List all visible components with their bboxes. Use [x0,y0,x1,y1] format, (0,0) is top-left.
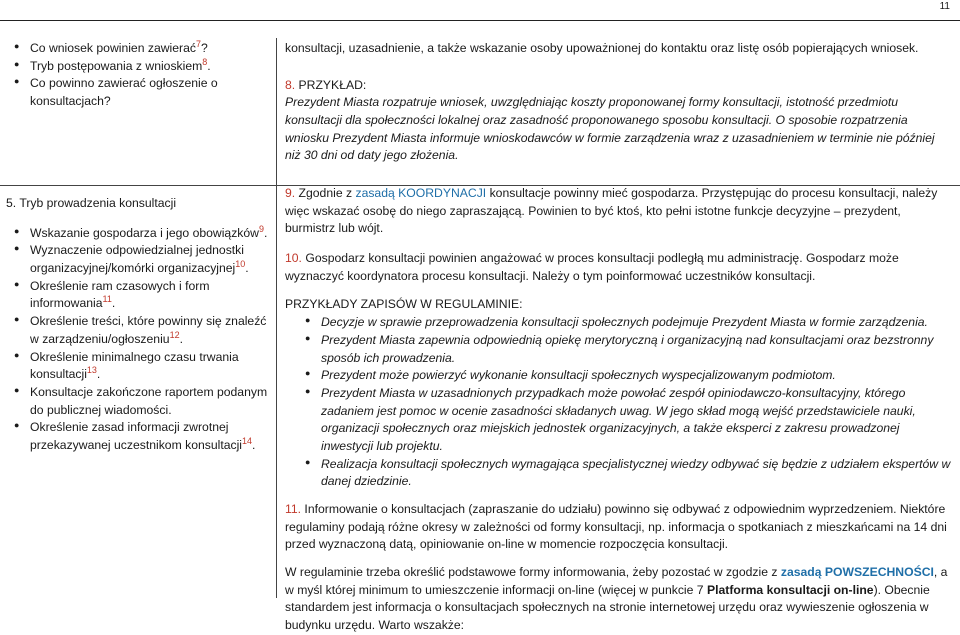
list-item-text: Prezydent Miasta zapewnia odpowiednią opiekę merytoryczną i organizacyjną nad konsultacjami oraz bezstronny sposób ich prowadzenia. [321,332,934,365]
p10-text: Gospodarz konsultacji powinien angażować w proces konsultacji podległą mu administrację. Gospodarz może wyznaczyć koordynatora procesu konsultacji. Należy o tym poinformować uczestników konsultacji. [285,251,899,283]
footnote-ref[interactable]: 14 [242,435,253,446]
p8-text: Prezydent Miasta rozpatruje wniosek, uwzględniając koszty proponowanej formy konsultacji, istotność przedmiotu konsultacji dla społeczności lokalnej oraz zasadność proponowanego sposobu konsultacji. O sposobie rozpatrzenia wniosku Prezydent Miasta informuje wnioskodawców w formie zarządzenia wraz z uzasadnieniem w terminie nie później niż 30 dni od daty jego złożenia. [285,95,935,163]
list-item-tail: ? [200,41,208,55]
koordynacja-link[interactable]: zasadą KOORDYNACJI [355,186,487,200]
footnote-ref[interactable]: 11 [102,294,112,305]
section5-title: 5. Tryb prowadzenia konsultacji [6,196,177,210]
row-divider [0,185,276,186]
p9-number: 9. [285,186,296,200]
p8-label: PRZYKŁAD: [295,77,367,92]
p8-number: 8. [285,77,296,92]
list-item-text: Realizacja konsultacji społecznych wymagająca specjalistycznej wiedzy odbywać się będzie z udziałem ekspertów w danej dziedzinie. [321,456,951,489]
plast-text-a: W regulaminie trzeba określić podstawowe formy informowania, żeby pozostać w zgodzie z [285,565,781,580]
list-item-text: Prezydent może powierzyć wykonanie konsultacji społecznych wyspecjalizowanym podmiotom. [321,368,836,383]
list-item [6,349,270,384]
paragraph-9 [285,185,952,238]
list-item-text: Wskazanie gospodarza i jego obowiązków [30,225,259,240]
list-item [6,242,270,277]
list-item [6,40,270,58]
list-item-text: Tryb postępowania z wnioskiem [30,58,203,73]
list-item-tail: . [111,296,116,311]
list-item [6,58,270,76]
paragraph-last [285,564,952,635]
right-cell-bottom [277,185,960,635]
list-item-tail: . [264,225,268,240]
p10-number: 10. [285,251,302,266]
list-item-tail: . [207,58,211,73]
list-item [297,385,952,456]
plast-text-b: , a w myśl której minimum to umieszczenie informacji on-line (więcej w punkcie 7 [285,565,948,597]
right-cell-top [277,40,960,165]
list-item-text: Co powinno zawierać ogłoszenie o konsultacjach? [30,76,218,109]
list-item [297,456,952,491]
list-item-tail: . [245,261,249,276]
section5-list [6,225,270,455]
page-number: 11 [939,1,950,12]
footnote-ref[interactable]: 9 [258,223,264,234]
list-item-text: Określenie treści, które powinny się znaleźć w zarządzeniu/ogłoszeniu [30,314,267,346]
list-item-tail: . [252,437,256,452]
list-item-text: Określenie minimalnego czasu trwania konsultacji [30,349,239,382]
plast-text-c: ). Obecnie standardem jest informacja o konsultacjach społecznych na stronie internetowej urzędu oraz wywieszenie ogłoszenia w budynku urzędu. Warto wszakże: [285,582,930,633]
top-question-list [6,40,270,111]
platform-reference: Platforma konsultacji on-line [706,582,874,597]
examples-list [297,314,952,491]
p9-text-a: Zgodnie z [295,186,356,200]
list-item-tail: . [179,331,183,346]
list-item-text: Wyznaczenie odpowiedzialnej jednostki organizacyjnej/komórki organizacyjnej [30,243,244,276]
paragraph-8 [285,77,952,165]
p11-text: Informowanie o konsultacjach (zapraszanie do udziału) powinno się odbywać z odpowiednim wyprzedzeniem. Niektóre regulaminy podają różne okresy w zależności od formy konsultacji, np. informacja o spotkaniach z mieszkańcami na 14 dni przed wyznaczoną datą, opiniowanie on-line w momencie rozpoczęcia konsultacji. [285,502,947,552]
p9-text-b: konsultacje powinny mieć gospodarza. Przystępując do procesu konsultacji, należy więc wskazać osobę do niego zapraszającą. Powinien to być ktoś, kto pełni istotne funkcje decyzyjne – prezydent, burmistrz lub wójt. [285,186,938,236]
paragraph-10 [285,250,952,285]
list-item [6,278,270,313]
right-column [277,38,960,633]
list-item [6,384,270,419]
list-item-text: Określenie zasad informacji zwrotnej przekazywanej uczestnikom konsultacji [30,420,243,452]
list-item [6,225,270,243]
list-item-tail: . [96,367,101,382]
list-item-text: Prezydent Miasta w uzasadnionych przypadkach może powołać zespół opiniodawczo-konsultacyjny, którego zadaniem jest pomoc w ocenie zasadności składanych uwag. W jego skład mogą wejść przedstawiciele nauki, organizacji społecznych oraz miejskich jednostek organizacyjnych, a także eksperci z zakresu prowadzonej inwestycji lub projektu. [321,385,916,453]
list-item [297,314,952,332]
list-item [6,75,270,110]
p11-number: 11. [285,502,302,516]
examples-title: PRZYKŁADY ZAPISÓW W REGULAMINIE: [285,297,523,312]
list-item-text: Co wniosek powinien zawierać [30,41,196,55]
left-cell-section5 [0,195,276,455]
footnote-ref[interactable]: 12 [169,329,180,340]
powszechnosc-link[interactable]: zasadą POWSZECHNOŚCI [780,565,934,580]
left-cell-top [0,40,276,111]
footnote-ref[interactable]: 13 [86,365,97,376]
list-item [297,367,952,385]
list-item [297,332,952,367]
list-item [6,313,270,348]
list-item-text: Konsultacje zakończone raportem podanym do publicznej wiadomości. [30,384,268,417]
paragraph-top: konsultacji, uzasadnienie, a także wskazanie osoby upoważnionej do kontaktu oraz listę osób popierających wniosek. [285,41,919,55]
list-item-text: Decyzje w sprawie przeprowadzenia konsultacji społecznych podejmuje Prezydent Miasta w formie zarządzenia. [321,315,928,330]
list-item-text: Określenie ram czasowych i form informowania [30,278,210,311]
footnote-ref[interactable]: 8 [202,56,208,67]
header-rule [0,20,960,21]
footnote-ref[interactable]: 7 [195,38,201,49]
footnote-ref[interactable]: 10 [235,259,246,269]
left-column [0,38,277,598]
content-table [0,38,960,633]
list-item [6,419,270,454]
paragraph-11 [285,501,952,554]
